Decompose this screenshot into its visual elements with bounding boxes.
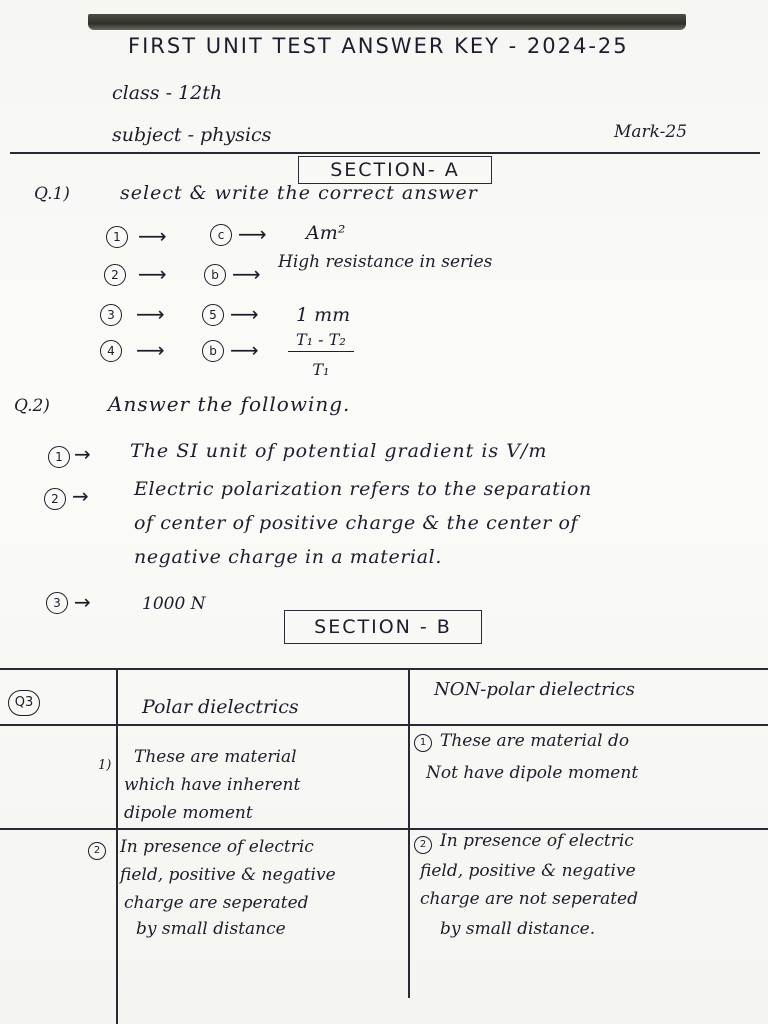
arrow-icon: ⟶ <box>238 222 267 246</box>
q1-answer-3-number: 3 <box>100 304 122 326</box>
row-2-polar-line-4: by small distance <box>136 919 286 939</box>
row-2-polar-line-1: In presence of electric <box>120 837 314 857</box>
q2-answer-2-line-1: Electric polarization refers to the separation <box>134 478 592 500</box>
q1-answer-2-text: High resistance in series <box>278 252 493 272</box>
q2-answer-1-line-1: The SI unit of potential gradient is V/m <box>130 440 548 462</box>
arrow-icon: → <box>74 590 91 614</box>
q2-answer-2-number: 2 <box>44 488 66 510</box>
marks-label: Mark-25 <box>614 122 688 142</box>
row-1-nonpolar-line-2: Not have dipole moment <box>426 763 639 783</box>
page-title: FIRST UNIT TEST ANSWER KEY - 2024-25 <box>128 34 629 58</box>
col-header-polar: Polar dielectrics <box>142 696 299 718</box>
row-1-polar-line-3: dipole moment <box>124 803 253 823</box>
row-2-nonpolar-number: 2 <box>414 836 432 854</box>
class-label: class - 12th <box>112 82 223 104</box>
header-divider <box>10 152 760 154</box>
q1-answer-4-fraction <box>288 330 354 379</box>
q3-number: Q3 <box>8 690 40 716</box>
table-col-divider <box>408 668 410 998</box>
col-header-nonpolar: NON-polar dielectrics <box>434 679 635 700</box>
arrow-icon: → <box>74 442 91 466</box>
arrow-icon: → <box>72 484 89 508</box>
q1-answer-4-option: b <box>202 340 224 362</box>
q1-answer-1-option: c <box>210 224 232 246</box>
q1-answer-4-number: 4 <box>100 340 122 362</box>
q1-number: Q.1) <box>34 184 70 204</box>
arrow-icon: ⟶ <box>232 262 261 286</box>
section-b-heading: SECTION - B <box>284 610 482 644</box>
row-1-polar-line-1: These are material <box>134 747 297 767</box>
row-2-number: 2 <box>88 842 106 860</box>
fraction-denominator: T₁ <box>312 360 330 379</box>
fraction-numerator: T₁ - T₂ <box>288 330 354 352</box>
notebook-binding <box>88 14 686 30</box>
row-1-nonpolar-number: 1 <box>414 734 432 752</box>
q2-answer-2-line-2: of center of positive charge & the center of <box>134 512 579 534</box>
arrow-icon: ⟶ <box>138 262 167 286</box>
row-2-nonpolar-line-2: field, positive & negative <box>420 861 636 881</box>
arrow-icon: ⟶ <box>136 302 165 326</box>
section-a-heading: SECTION- A <box>298 156 492 184</box>
q2-answer-3-line-1: 1000 N <box>142 594 206 614</box>
row-2-polar-line-3: charge are seperated <box>124 893 309 913</box>
row-1-nonpolar-line-1: These are material do <box>440 731 630 751</box>
q1-answer-3-text: 1 mm <box>296 304 351 326</box>
table-col-divider <box>116 668 118 1024</box>
q2-answer-1-number: 1 <box>48 446 70 468</box>
q1-instruction: select & write the correct answer <box>120 182 478 204</box>
q2-answer-2-line-3: negative charge in a material. <box>134 546 442 568</box>
row-2-polar-line-2: field, positive & negative <box>120 865 336 885</box>
q2-instruction: Answer the following. <box>108 392 351 416</box>
arrow-icon: ⟶ <box>230 302 259 326</box>
row-1-number: 1) <box>98 758 112 773</box>
row-2-nonpolar-line-1: In presence of electric <box>440 831 634 851</box>
row-2-nonpolar-line-4: by small distance. <box>440 919 596 939</box>
q1-answer-1-text: Am² <box>306 222 346 244</box>
q1-answer-1-number: 1 <box>106 226 128 248</box>
subject-label: subject - physics <box>112 124 272 146</box>
q1-answer-2-number: 2 <box>104 264 126 286</box>
row-2-nonpolar-line-3: charge are not seperated <box>420 889 638 909</box>
arrow-icon: ⟶ <box>230 338 259 362</box>
row-1-polar-line-2: which have inherent <box>124 775 301 795</box>
arrow-icon: ⟶ <box>138 224 167 248</box>
q2-number: Q.2) <box>14 396 50 416</box>
q1-answer-2-option: b <box>204 264 226 286</box>
q1-answer-3-option: 5 <box>202 304 224 326</box>
q2-answer-3-number: 3 <box>46 592 68 614</box>
arrow-icon: ⟶ <box>136 338 165 362</box>
